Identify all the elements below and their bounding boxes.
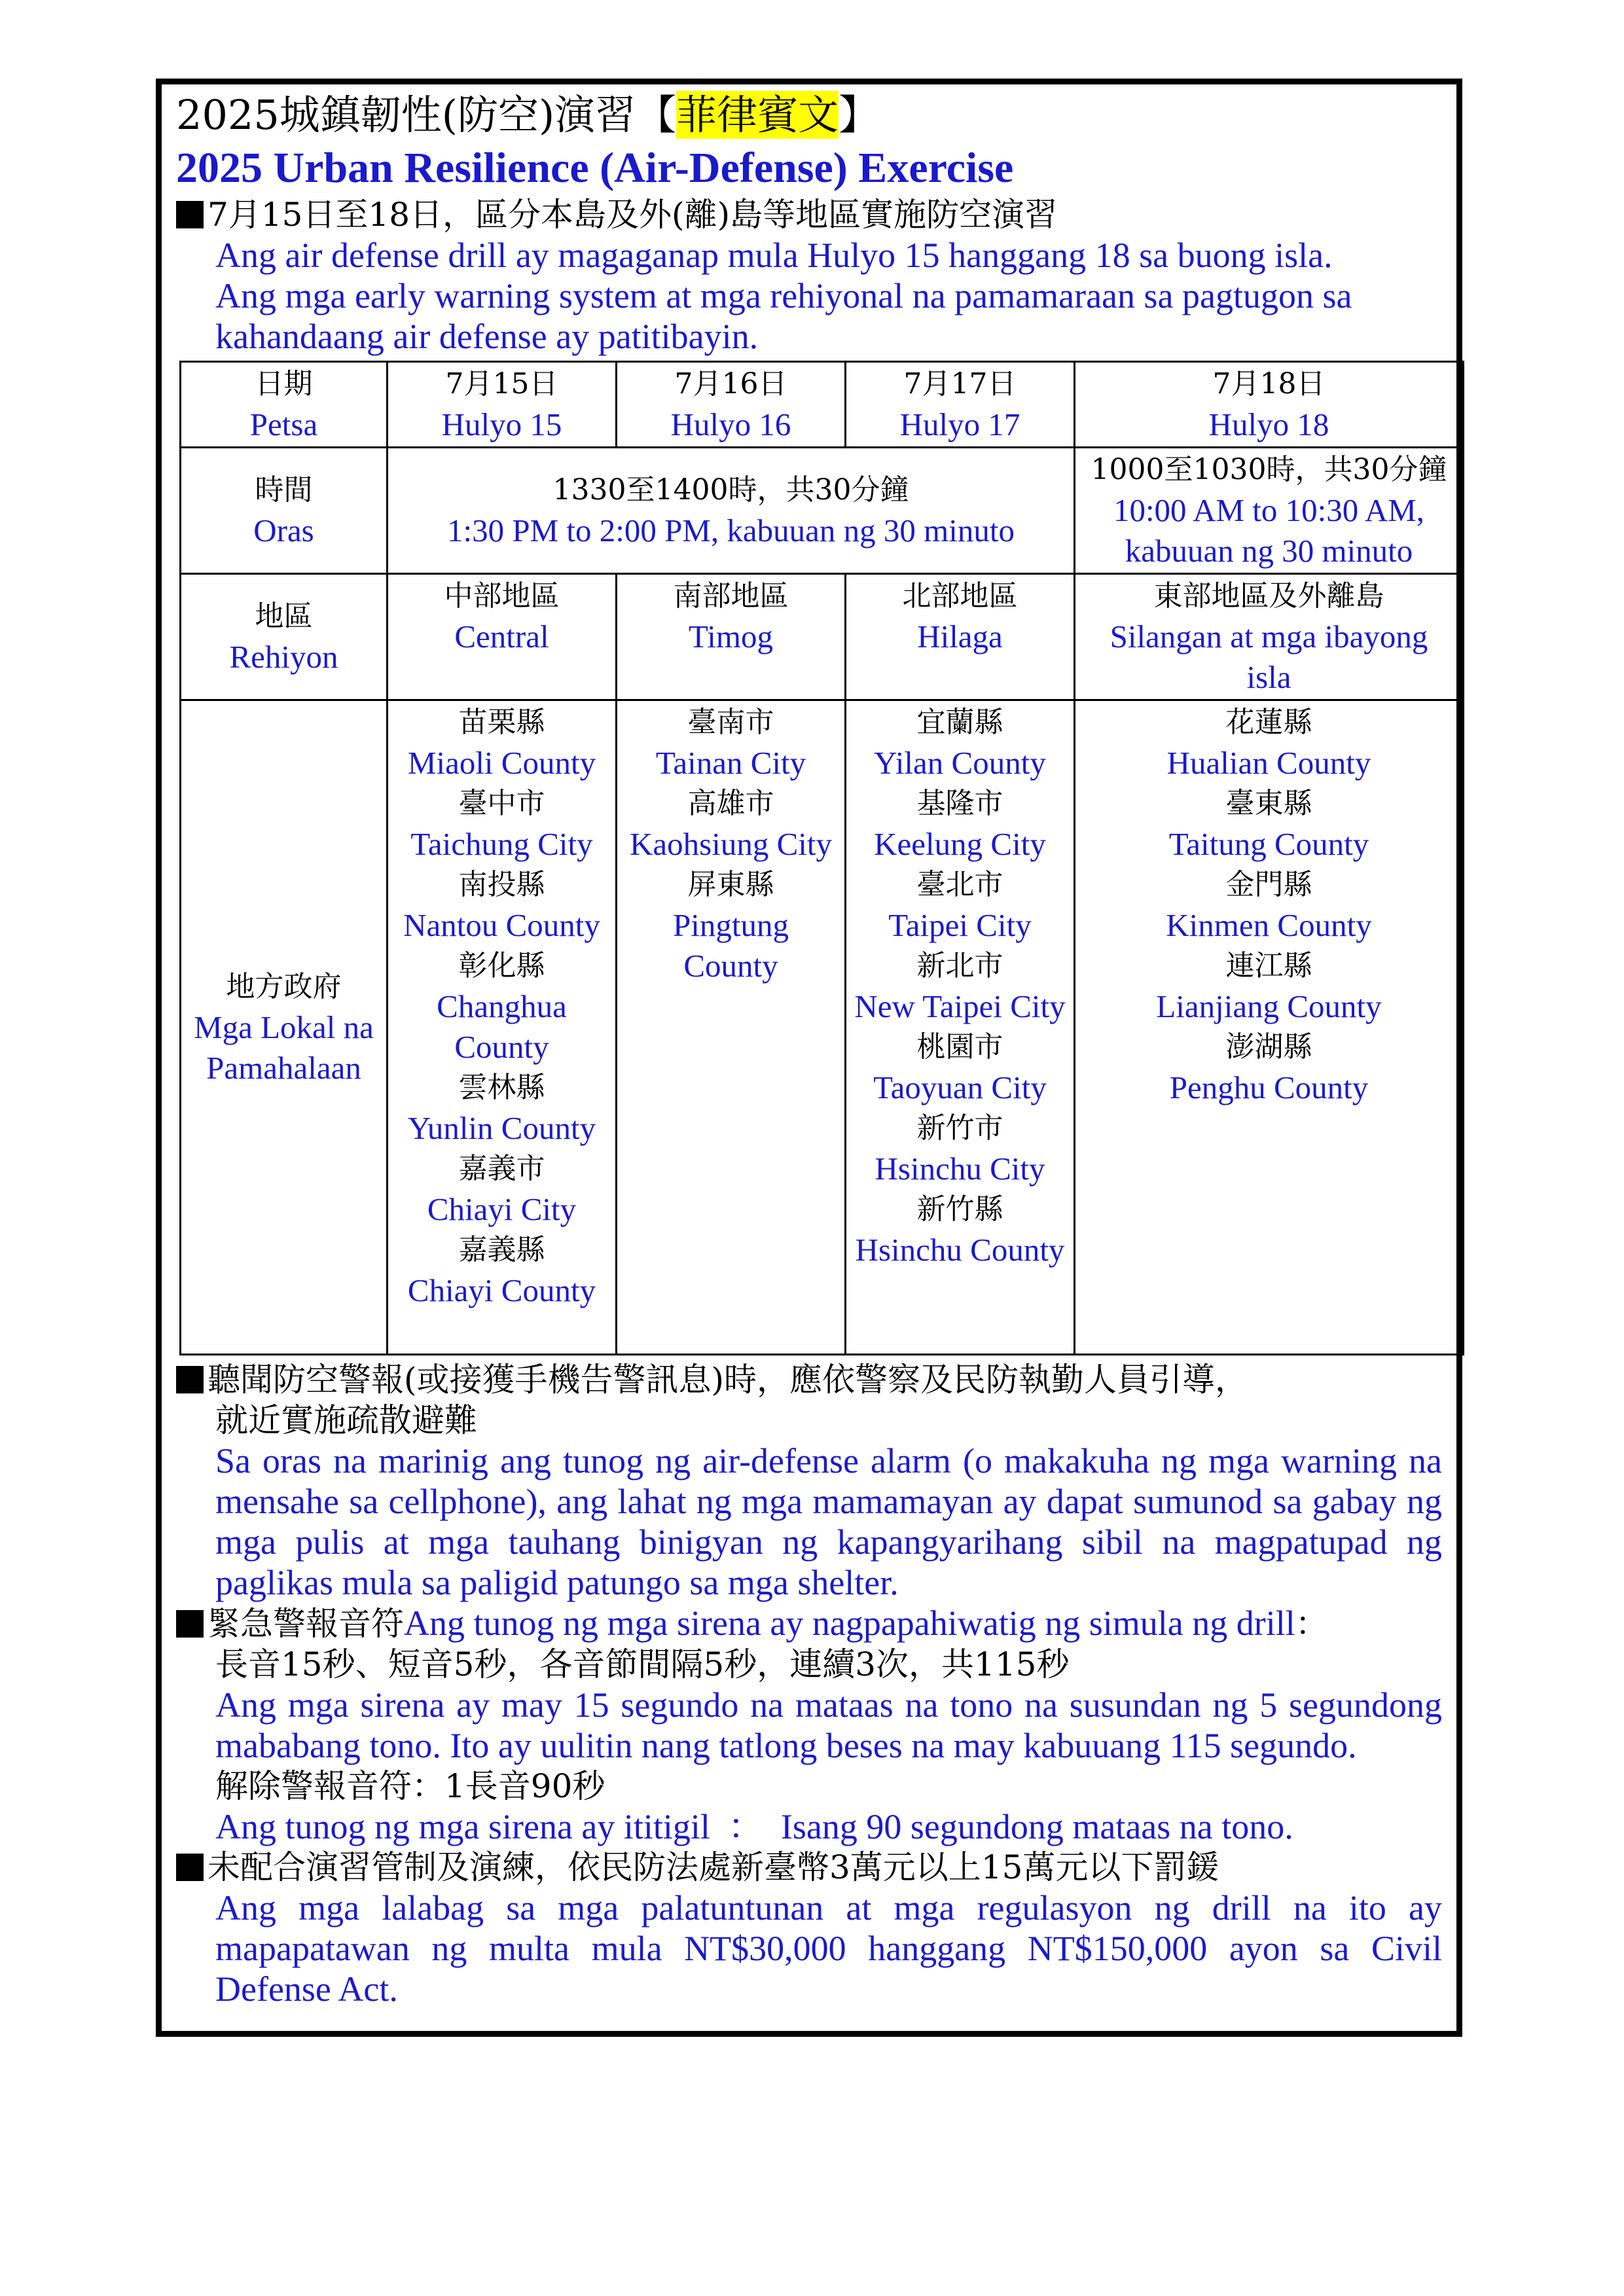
gov-zh: 新北市 bbox=[916, 949, 1003, 982]
gov-en: Tainan City bbox=[655, 745, 806, 781]
gov-en: Yilan County bbox=[874, 745, 1046, 781]
gov-zh: 雲林縣 bbox=[458, 1071, 545, 1104]
gov-en: Pingtung bbox=[673, 907, 789, 943]
gov-zh: 高雄市 bbox=[687, 787, 774, 820]
siren-zh-3: 解除警報音符：1長音90秒 bbox=[215, 1767, 605, 1805]
date-en: Hulyo 18 bbox=[1208, 406, 1329, 442]
bullet-square-icon bbox=[176, 1610, 204, 1638]
gov-east-cell bbox=[1075, 700, 1464, 1355]
region-label-en: Rehiyon bbox=[229, 639, 338, 675]
time-last-cell bbox=[1075, 448, 1464, 574]
gov-zh: 嘉義市 bbox=[458, 1152, 545, 1185]
gov-zh: 嘉義縣 bbox=[458, 1233, 545, 1266]
penalty-section bbox=[176, 1847, 1442, 2009]
date-en: Hulyo 16 bbox=[670, 406, 791, 442]
gov-zh: 金門縣 bbox=[1225, 868, 1312, 901]
date-zh: 7月15日 bbox=[445, 367, 558, 401]
region-zh: 中部地區 bbox=[444, 579, 560, 613]
region-label-cell bbox=[181, 574, 388, 700]
date-label-cell bbox=[181, 362, 388, 448]
siren-zh-a: 緊急警報音符 bbox=[208, 1605, 404, 1643]
gov-label-en: Pamahalaan bbox=[206, 1049, 361, 1086]
penalty-en: Ang mga lalabag sa mga palatuntunan at mga regulasyon ng drill na ito ay mapapatawan ng multa mula NT$30,000 hanggang NT$150,000 ayon sa Civil Defense Act. bbox=[215, 1888, 1442, 2009]
region-en: Central bbox=[454, 619, 549, 655]
region-row bbox=[181, 574, 1464, 700]
time-row bbox=[181, 448, 1464, 574]
date-zh: 7月16日 bbox=[674, 367, 787, 401]
gov-south-cell bbox=[617, 700, 846, 1355]
gov-en: Lianjiang County bbox=[1156, 988, 1382, 1024]
gov-label-cell bbox=[181, 700, 388, 1355]
time-last-zh: 1000至1030時，共30分鐘 bbox=[1091, 453, 1447, 486]
gov-en: Hsinchu County bbox=[855, 1232, 1065, 1268]
gov-en: Taoyuan City bbox=[873, 1069, 1047, 1105]
evac-section bbox=[176, 1359, 1442, 1603]
siren-colon: ： bbox=[1295, 1605, 1328, 1643]
gov-zh: 連江縣 bbox=[1225, 949, 1312, 982]
bullet-square-icon bbox=[176, 1366, 204, 1393]
time-label-en: Oras bbox=[253, 512, 314, 548]
time-label-cell bbox=[181, 448, 388, 574]
intro-en-line: kahandaang air defense ay patitibayin. bbox=[215, 317, 759, 356]
title-en: 2025 Urban Resilience (Air-Defense) Exercise bbox=[176, 144, 1014, 192]
gov-en: Taichung City bbox=[410, 826, 593, 862]
gov-label-en: Mga Lokal na bbox=[194, 1009, 374, 1045]
gov-zh: 苗栗縣 bbox=[458, 706, 545, 739]
gov-en: Taipei City bbox=[888, 907, 1032, 943]
gov-central-cell bbox=[388, 700, 617, 1355]
gov-zh: 臺北市 bbox=[916, 868, 1003, 901]
date-zh: 7月18日 bbox=[1212, 367, 1326, 401]
date-label-en: Petsa bbox=[249, 406, 318, 442]
title-zh-prefix: 2025城鎮韌性(防空)演習【 bbox=[176, 91, 677, 139]
gov-zh: 新竹市 bbox=[916, 1111, 1003, 1145]
time-span-cell bbox=[388, 448, 1075, 574]
gov-zh: 桃園市 bbox=[916, 1030, 1003, 1064]
gov-en: New Taipei City bbox=[854, 988, 1066, 1024]
gov-zh: 臺中市 bbox=[458, 787, 545, 820]
region-label-zh: 地區 bbox=[255, 600, 313, 633]
gov-en: County bbox=[454, 1029, 549, 1065]
gov-north-cell bbox=[846, 700, 1075, 1355]
date-en: Hulyo 17 bbox=[899, 406, 1020, 442]
gov-en: County bbox=[683, 948, 778, 984]
intro-en-line: Ang mga early warning system at mga rehiyonal na pamamaraan sa pagtugon sa bbox=[215, 276, 1352, 315]
siren-en-2: Ang mga sirena ay may 15 segundo na mataas na tono na susundan ng 5 segundong mababang tono. Ito ay uulitin nang tatlong beses na may kabuuang 115 segundo. bbox=[215, 1685, 1442, 1765]
siren-section bbox=[176, 1603, 1442, 1847]
gov-zh: 花蓮縣 bbox=[1225, 706, 1312, 739]
gov-label-zh: 地方政府 bbox=[226, 969, 342, 1003]
region-en: Hilaga bbox=[917, 619, 1003, 655]
date-row bbox=[181, 362, 1464, 448]
notice-frame bbox=[156, 79, 1462, 2037]
region-zh: 東部地區及外離島 bbox=[1153, 579, 1384, 613]
region-zh: 北部地區 bbox=[902, 579, 1018, 613]
bullet-square-icon bbox=[176, 1854, 204, 1881]
gov-en: Kaohsiung City bbox=[630, 826, 832, 862]
intro-section bbox=[176, 194, 1442, 357]
date-label-zh: 日期 bbox=[255, 367, 313, 401]
gov-en: Chiayi County bbox=[407, 1272, 596, 1308]
time-label-zh: 時間 bbox=[255, 473, 313, 507]
gov-zh: 彰化縣 bbox=[458, 949, 545, 982]
evac-zh bbox=[176, 1359, 1442, 1400]
gov-en: Penghu County bbox=[1169, 1069, 1369, 1105]
siren-heading bbox=[176, 1603, 1442, 1644]
gov-en: Kinmen County bbox=[1166, 907, 1372, 943]
siren-en-3: Ang tunog ng mga sirena ay ititigil ： Isang 90 segundong mataas na tono. bbox=[215, 1807, 1293, 1846]
gov-en: Changhua bbox=[437, 988, 567, 1024]
time-span-en: 1:30 PM to 2:00 PM, kabuuan ng 30 minuto bbox=[446, 512, 1015, 548]
title-zh-suffix: 】 bbox=[839, 91, 880, 139]
gov-en: Yunlin County bbox=[407, 1110, 596, 1146]
gov-en: Nantou County bbox=[403, 907, 600, 943]
time-last-en: kabuuan ng 30 minuto bbox=[1125, 533, 1413, 569]
evac-zh-cont: 就近實施疏散避難 bbox=[215, 1401, 477, 1439]
date-cell bbox=[846, 362, 1075, 448]
intro-zh bbox=[176, 194, 1442, 235]
gov-zh: 屏東縣 bbox=[687, 868, 774, 901]
gov-zh: 宜蘭縣 bbox=[916, 706, 1003, 739]
time-span-zh: 1330至1400時，共30分鐘 bbox=[552, 473, 909, 507]
gov-row bbox=[181, 700, 1464, 1355]
date-cell bbox=[388, 362, 617, 448]
region-cell bbox=[617, 574, 846, 700]
intro-en-line: Ang air defense drill ay magaganap mula Hulyo 15 hanggang 18 sa buong isla. bbox=[215, 236, 1333, 275]
schedule-table bbox=[179, 361, 1464, 1355]
region-cell bbox=[846, 574, 1075, 700]
region-cell bbox=[388, 574, 617, 700]
date-cell bbox=[1075, 362, 1464, 448]
date-zh: 7月17日 bbox=[903, 367, 1017, 401]
region-zh: 南部地區 bbox=[673, 579, 789, 613]
date-cell bbox=[617, 362, 846, 448]
gov-en: Hualian County bbox=[1166, 745, 1371, 781]
region-en: Silangan at mga ibayong bbox=[1110, 619, 1428, 655]
siren-zh-2: 長音15秒、短音5秒，各音節間隔5秒，連續3次，共115秒 bbox=[215, 1645, 1070, 1683]
title-language-highlight: 菲律賓文 bbox=[676, 91, 839, 139]
region-cell bbox=[1075, 574, 1464, 700]
gov-zh: 澎湖縣 bbox=[1225, 1030, 1312, 1064]
time-last-en: 10:00 AM to 10:30 AM, bbox=[1113, 492, 1425, 528]
evac-zh-text: 聽聞防空警報(或接獲手機告警訊息)時，應依警察及民防執勤人員引導， bbox=[208, 1361, 1248, 1399]
bullet-square-icon bbox=[176, 201, 204, 228]
region-en: Timog bbox=[689, 619, 773, 655]
gov-en: Chiayi City bbox=[427, 1191, 577, 1227]
gov-zh: 臺東縣 bbox=[1225, 787, 1312, 820]
gov-zh: 新竹縣 bbox=[916, 1193, 1003, 1226]
gov-zh: 臺南市 bbox=[687, 706, 774, 739]
gov-en: Keelung City bbox=[874, 826, 1046, 862]
intro-zh-text: 7月15日至18日，區分本島及外(離)島等地區實施防空演習 bbox=[208, 196, 1058, 234]
penalty-zh-text: 未配合演習管制及演練，依民防法處新臺幣3萬元以上15萬元以下罰鍰 bbox=[208, 1848, 1219, 1886]
region-en: isla bbox=[1246, 659, 1291, 695]
date-en: Hulyo 15 bbox=[441, 406, 562, 442]
penalty-zh bbox=[176, 1847, 1442, 1888]
gov-en: Miaoli County bbox=[407, 745, 596, 781]
siren-en-a: Ang tunog ng mga sirena ay nagpapahiwatig ng simula ng drill bbox=[404, 1604, 1295, 1643]
evac-en: Sa oras na marinig ang tunog ng air-defense alarm (o makakuha ng mga warning na mensahe sa cellphone), ang lahat ng mga mamamayan ay dapat sumunod sa gabay ng mga pulis at mga tauhang binigyan ng kapangyarihang sibil na magpatupad ng paglikas mula sa paligid patungo sa mga shelter. bbox=[215, 1441, 1442, 1602]
gov-en: Hsinchu City bbox=[875, 1151, 1045, 1187]
title-zh bbox=[176, 88, 1442, 142]
gov-en: Taitung County bbox=[1168, 826, 1369, 862]
gov-zh: 南投縣 bbox=[458, 868, 545, 901]
gov-zh: 基隆市 bbox=[916, 787, 1003, 820]
